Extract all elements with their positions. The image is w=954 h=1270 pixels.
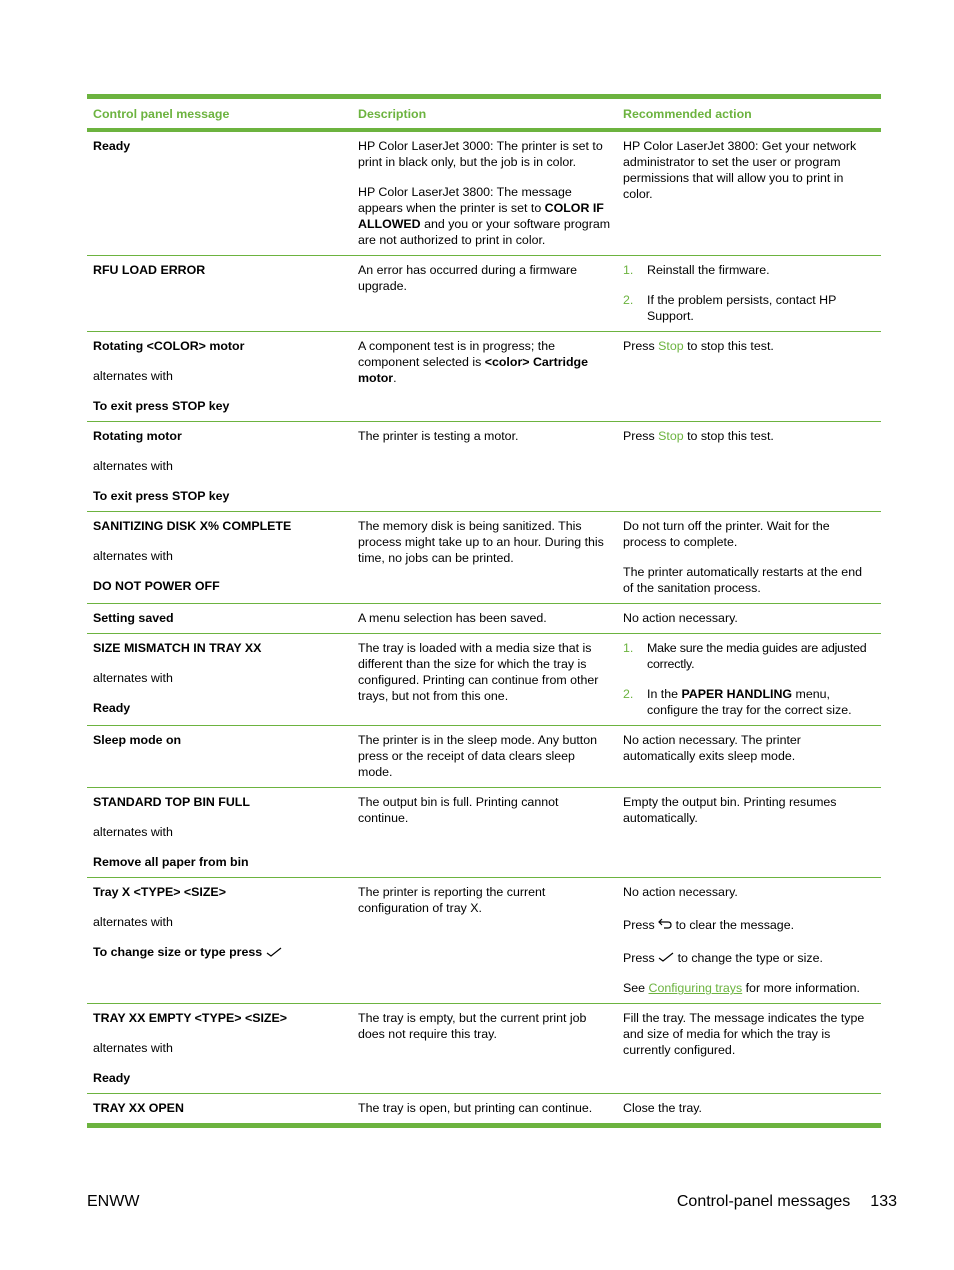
- message-text: TRAY XX OPEN: [93, 1101, 184, 1116]
- table-header: [87, 99, 881, 132]
- footer-enww: ENWW: [87, 1193, 140, 1210]
- table-row: [87, 422, 881, 512]
- message-text: Setting saved: [93, 611, 174, 625]
- description-text: An error has occurred during a firmware upgrade.: [358, 263, 577, 293]
- table-row: [87, 332, 881, 422]
- configuring-trays-link[interactable]: Configuring trays: [648, 981, 743, 996]
- header-control-panel-message: Control panel message: [93, 106, 230, 121]
- action-text: HP Color LaserJet 3800: Get your network administrator to set the user or program permissions that will allow you to print in color.: [623, 139, 857, 201]
- alternates-text: alternates with: [93, 915, 173, 929]
- description-text: The output bin is full. Printing cannot continue.: [358, 795, 559, 825]
- table-row: [87, 726, 881, 788]
- message-text: Ready: [93, 701, 131, 715]
- table-row: [87, 132, 881, 256]
- stop-link[interactable]: Stop: [658, 429, 684, 443]
- message-text: RFU LOAD ERROR: [93, 263, 206, 277]
- checkmark-icon: [266, 945, 282, 961]
- table-row: [87, 1004, 881, 1094]
- message-text: Rotating motor: [93, 429, 182, 443]
- description-text: HP Color LaserJet 3000: The printer is set to print in black only, but the job is in color.: [358, 139, 603, 169]
- action-steps: [623, 262, 875, 324]
- action-text: Fill the tray. The message indicates the type and size of media for which the tray is currently configured.: [623, 1011, 865, 1058]
- message-text: TRAY XX EMPTY <TYPE> <SIZE>: [93, 1011, 287, 1026]
- messages-table: [87, 94, 881, 1128]
- stop-link[interactable]: Stop: [658, 339, 684, 353]
- table-row: [87, 634, 881, 726]
- checkmark-icon: [658, 950, 674, 966]
- action-text: Close the tray.: [623, 1101, 702, 1116]
- header-recommended-action: Recommended action: [623, 106, 752, 121]
- table-row: [87, 878, 881, 1004]
- list-item: 1. Make sure the media guides are adjusted correctly.: [623, 641, 867, 671]
- message-text: STANDARD TOP BIN FULL: [93, 795, 250, 809]
- table-row: [87, 604, 881, 634]
- action-text: No action necessary.: [623, 885, 738, 899]
- table-row: [87, 256, 881, 332]
- action-steps: [623, 640, 875, 718]
- alternates-text: alternates with: [93, 459, 173, 473]
- action-text: See Configuring trays for more information.: [623, 981, 860, 996]
- action-text: Press Stop to stop this test.: [623, 339, 774, 353]
- alternates-text: alternates with: [93, 549, 173, 563]
- alternates-text: alternates with: [93, 369, 173, 383]
- message-text: Tray X <TYPE> <SIZE>: [93, 885, 226, 899]
- description-text: The tray is empty, but the current print job does not require this tray.: [358, 1011, 587, 1042]
- back-arrow-icon: [658, 918, 672, 934]
- description-text: The memory disk is being sanitized. This process might take up to an hour. During this time, no jobs can be printed.: [358, 519, 604, 565]
- action-text: No action necessary.: [623, 611, 738, 625]
- message-text: Ready: [93, 139, 131, 153]
- description-text: The tray is open, but printing can continue.: [358, 1101, 593, 1116]
- message-text: Sleep mode on: [93, 733, 182, 747]
- table-row: [87, 1094, 881, 1123]
- action-text: The printer automatically restarts at the end of the sanitation process.: [623, 565, 862, 595]
- action-text: Press to change the type or size.: [623, 950, 823, 965]
- description-text: The printer is testing a motor.: [358, 429, 519, 443]
- header-description: Description: [358, 106, 427, 121]
- message-text: Ready: [93, 1071, 131, 1086]
- alternates-text: alternates with: [93, 1041, 173, 1056]
- description-text: HP Color LaserJet 3800: The message appears when the printer is set to COLOR IF ALLOWED and you or your software program are not authorized to print in color.: [358, 185, 611, 247]
- message-text: To change size or type press: [93, 944, 352, 961]
- action-text: Do not turn off the printer. Wait for the process to complete.: [623, 519, 830, 549]
- list-item: 2. In the PAPER HANDLING menu, configure the tray for the correct size.: [623, 687, 852, 717]
- message-text: Rotating <COLOR> motor: [93, 339, 245, 353]
- action-text: Press Stop to stop this test.: [623, 429, 774, 443]
- message-text: SANITIZING DISK X% COMPLETE: [93, 519, 292, 533]
- description-text: The tray is loaded with a media size that is different than the size for which the tray is configured. Printing can continue from other trays, but not from this one.: [358, 641, 599, 703]
- alternates-text: alternates with: [93, 825, 173, 839]
- page-number: 133: [870, 1193, 897, 1210]
- list-item: 1. Reinstall the firmware.: [623, 263, 770, 277]
- description-text: A menu selection has been saved.: [358, 611, 547, 625]
- message-text: SIZE MISMATCH IN TRAY XX: [93, 641, 262, 655]
- message-text: To exit press STOP key: [93, 399, 230, 413]
- description-text: The printer is in the sleep mode. Any button press or the receipt of data clears sleep mode.: [358, 733, 598, 779]
- description-text: The printer is reporting the current configuration of tray X.: [358, 885, 546, 915]
- footer-right: [677, 1192, 897, 1212]
- message-text: DO NOT POWER OFF: [93, 579, 220, 593]
- message-text: To exit press STOP key: [93, 489, 230, 503]
- footer-section-title: Control-panel messages: [676, 1193, 851, 1210]
- table-row: [87, 788, 881, 878]
- action-text: Empty the output bin. Printing resumes automatically.: [623, 795, 837, 825]
- action-text: No action necessary. The printer automatically exits sleep mode.: [623, 733, 801, 763]
- message-text: Remove all paper from bin: [93, 855, 249, 869]
- alternates-text: alternates with: [93, 671, 173, 685]
- action-text: Press to clear the message.: [623, 918, 795, 932]
- list-item: 2. If the problem persists, contact HP Support.: [623, 293, 837, 323]
- description-text: A component test is in progress; the component selected is <color> Cartridge motor.: [358, 339, 589, 385]
- table-row: [87, 512, 881, 604]
